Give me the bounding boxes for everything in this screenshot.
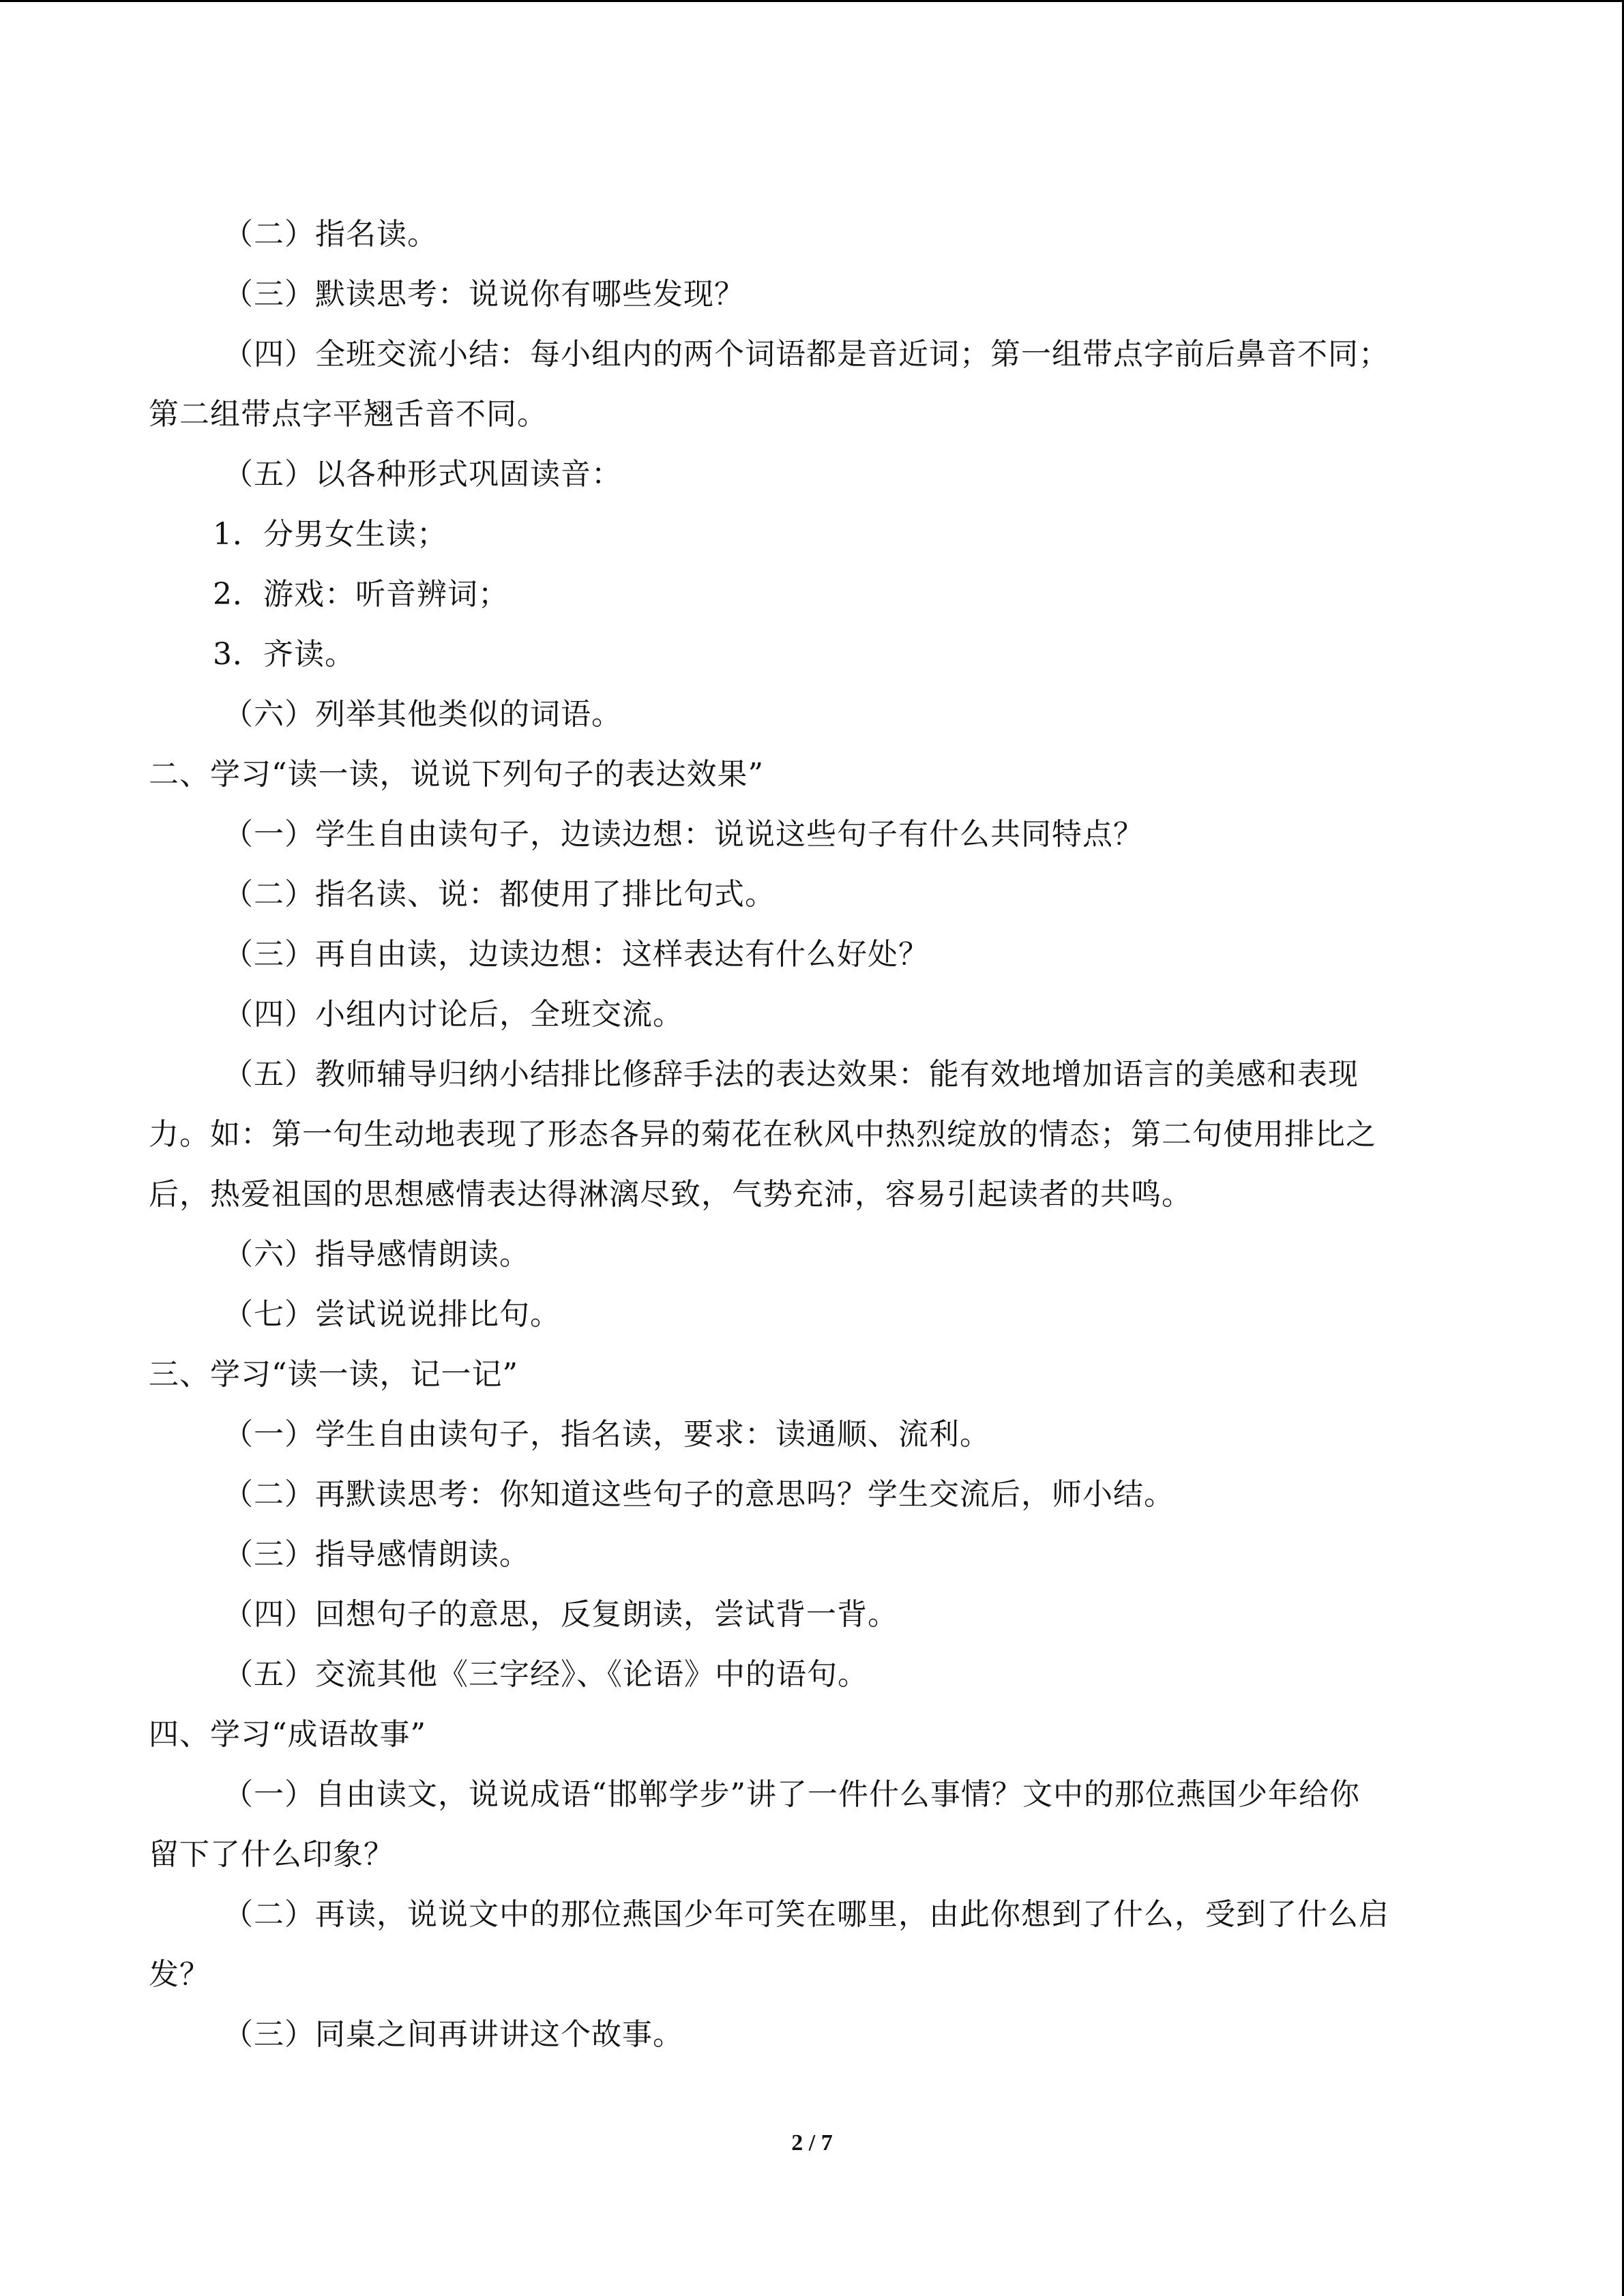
- paragraph-line: 后，热爱祖国的思想感情表达得淋漓尽致，气势充沛，容易引起读者的共鸣。: [149, 1177, 1192, 1212]
- paragraph-line: （六）列举其他类似的词语。: [223, 697, 622, 732]
- paragraph-line: （七）尝试说说排比句。: [223, 1297, 561, 1332]
- paragraph-line: （三）指导感情朗读。: [223, 1537, 530, 1572]
- list-item: 3．齐读。: [213, 637, 355, 672]
- paragraph-line: （一）学生自由读句子，指名读，要求：读通顺、流利。: [223, 1417, 990, 1452]
- paragraph-line: （四）回想句子的意思，反复朗读，尝试背一背。: [223, 1597, 898, 1632]
- paragraph-line: （二）再读，说说文中的那位燕国少年可笑在哪里，由此你想到了什么，受到了什么启: [223, 1897, 1389, 1932]
- paragraph-line: （五）教师辅导归纳小结排比修辞手法的表达效果：能有效地增加语言的美感和表现: [223, 1057, 1359, 1092]
- page-top-border: [0, 0, 1624, 2]
- paragraph-line: （三）默读思考：说说你有哪些发现？: [223, 277, 745, 312]
- paragraph-line: （三）再自由读，边读边想：这样表达有什么好处？: [223, 937, 929, 972]
- section-heading: 四、学习“成语故事”: [149, 1717, 426, 1752]
- paragraph-line: （一）学生自由读句子，边读边想：说说这些句子有什么共同特点？: [223, 817, 1144, 852]
- paragraph-line: （五）交流其他《三字经》、《论语》中的语句。: [223, 1657, 868, 1692]
- paragraph-line: （四）小组内讨论后，全班交流。: [223, 997, 683, 1032]
- paragraph-line: （六）指导感情朗读。: [223, 1237, 530, 1272]
- paragraph-line: 力。如：第一句生动地表现了形态各异的菊花在秋风中热烈绽放的情态；第二句使用排比之: [149, 1117, 1376, 1152]
- paragraph-line: （三）同桌之间再讲讲这个故事。: [223, 2017, 683, 2052]
- section-heading: 二、学习“读一读，说说下列句子的表达效果”: [149, 757, 764, 792]
- paragraph-line: （二）再默读思考：你知道这些句子的意思吗？学生交流后，师小结。: [223, 1477, 1175, 1512]
- paragraph-line: （二）指名读、说：都使用了排比句式。: [223, 877, 776, 912]
- section-heading: 三、学习“读一读，记一记”: [149, 1357, 518, 1392]
- paragraph-line: 第二组带点字平翘舌音不同。: [149, 397, 548, 432]
- paragraph-line: 发？: [149, 1957, 210, 1992]
- paragraph-line: （五）以各种形式巩固读音：: [223, 457, 622, 492]
- paragraph-line: （二）指名读。: [223, 217, 438, 252]
- list-item: 1．分男女生读；: [213, 517, 447, 552]
- page-number: 2 / 7: [791, 2130, 833, 2156]
- paragraph-line: （四）全班交流小结：每小组内的两个词语都是音近词；第一组带点字前后鼻音不同；: [223, 337, 1389, 372]
- list-item: 2．游戏：听音辨词；: [213, 577, 509, 612]
- paragraph-line: 留下了什么印象？: [149, 1837, 394, 1872]
- paragraph-line: （一）自由读文，说说成语“邯郸学步”讲了一件什么事情？文中的那位燕国少年给你: [223, 1777, 1360, 1812]
